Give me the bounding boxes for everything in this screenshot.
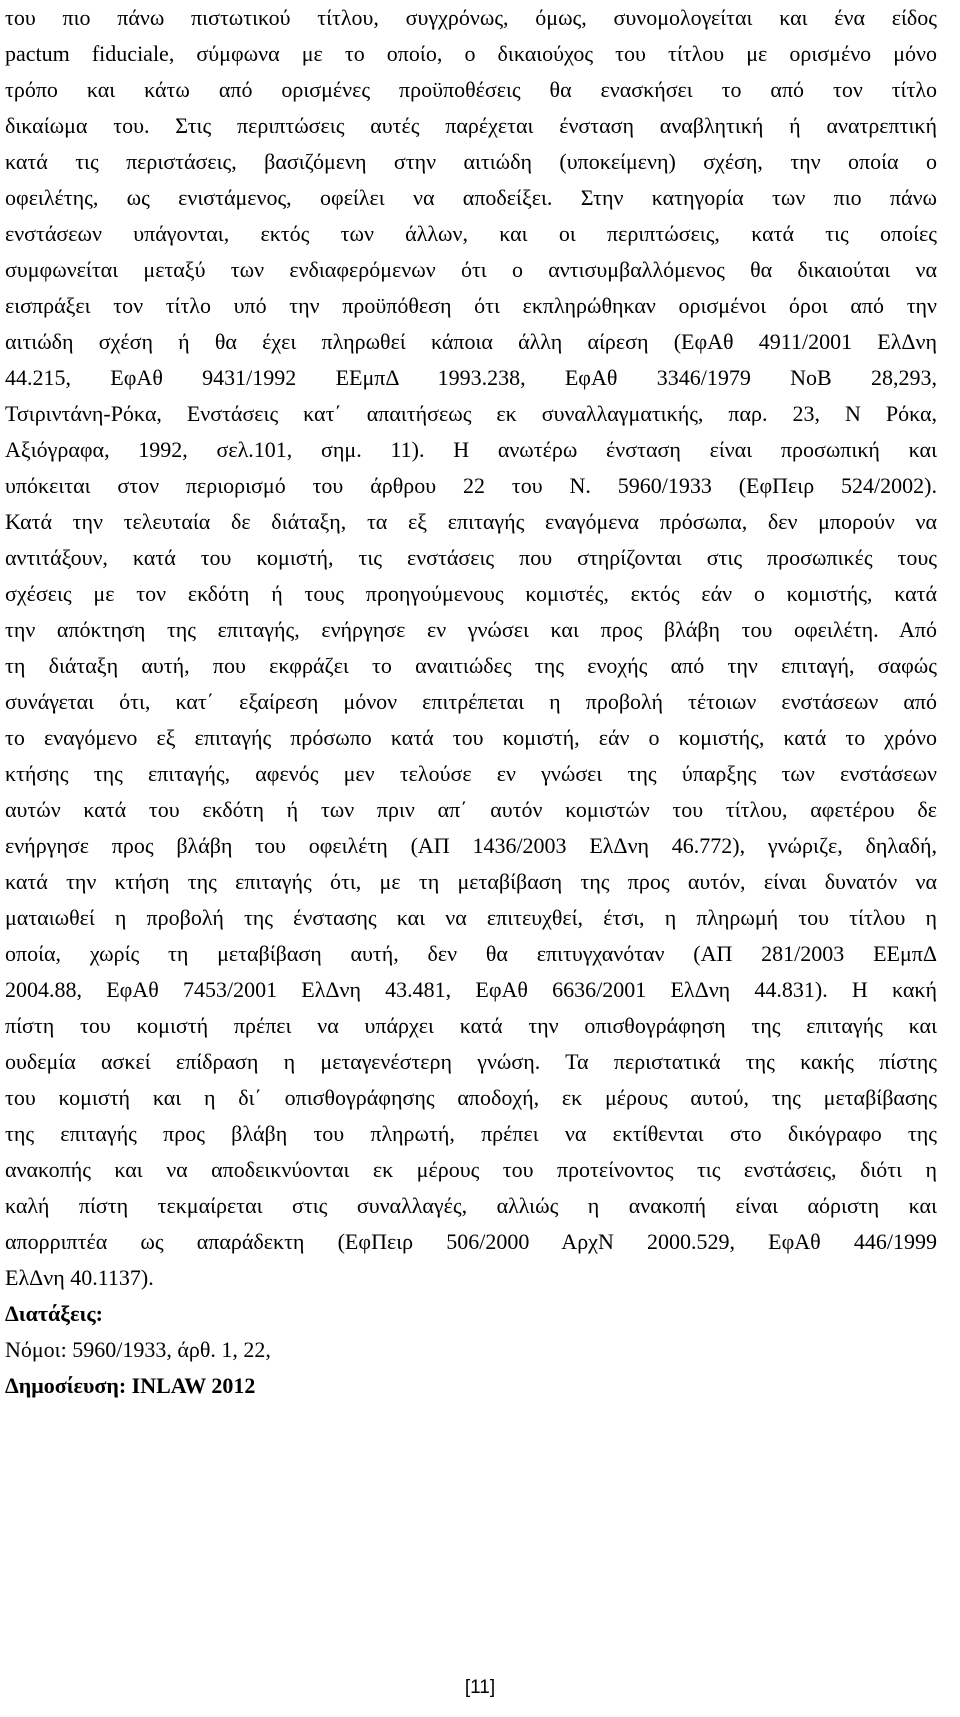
text-line: ουδεμία ασκεί επίδραση η μεταγενέστερη γνώση. Τα περιστατικά της κακής πίστης [5,1049,937,1074]
text-line: 44.215, ΕφΑθ 9431/1992 ΕΕμπΔ 1993.238, ΕφΑθ 3346/1979 ΝοΒ 28,293, [5,365,937,390]
text-line: του πιο πάνω πιστωτικού τίτλου, συγχρόνως, όμως, συνομολογείται και ένα είδος [5,5,937,30]
text-line: αιτιώδη σχέση ή θα έχει πληρωθεί κάποια άλλη αίρεση (ΕφΑθ 4911/2001 ΕλΔνη [5,329,937,354]
text-line: της επιταγής προς βλάβη του πληρωτή, πρέπει να εκτίθενται στο δικόγραφο της [5,1121,937,1146]
text-line: 2004.88, ΕφΑθ 7453/2001 ΕλΔνη 43.481, ΕφΑθ 6636/2001 ΕλΔνη 44.831). Η κακή [5,977,937,1002]
text-line: απορριπτέα ως απαράδεκτη (ΕφΠειρ 506/2000 ΑρχΝ 2000.529, ΕφΑθ 446/1999 [5,1229,937,1254]
text-line: κτήσης της επιταγής, αφενός μεν τελούσε εν γνώσει της ύπαρξης των ενστάσεων [5,761,937,786]
text-line: ενήργησε προς βλάβη του οφειλέτη (ΑΠ 1436/2003 ΕλΔνη 46.772), γνώριζε, δηλαδή, [5,833,937,858]
provisions-heading: Διατάξεις: [5,1301,103,1326]
text-line: ΕλΔνη 40.1137). [5,1265,154,1290]
provisions-text: Νόμοι: 5960/1933, άρθ. 1, 22, [5,1337,271,1362]
paragraph-1 [5,0,937,504]
text-line: αυτών κατά του εκδότη ή των πριν απ΄ αυτόν κομιστών του τίτλου, αφετέρου δε [5,797,937,822]
text-line: πίστη του κομιστή πρέπει να υπάρχει κατά την οπισθογράφηση της επιταγής και [5,1013,937,1038]
text-line: οφειλέτης, ως ενιστάμενος, οφείλει να αποδείξει. Στην κατηγορία των πιο πάνω [5,185,937,210]
text-line: το εναγόμενο εξ επιταγής πρόσωπο κατά του κομιστή, εάν ο κομιστής, κατά το χρόνο [5,725,937,750]
text-line: δικαίωμα του. Στις περιπτώσεις αυτές παρέχεται ένσταση αναβλητική ή ανατρεπτική [5,113,937,138]
page-number: [11] [464,1677,496,1698]
text-line: ανακοπής και να αποδεικνύονται εκ μέρους του προτείνοντος τις ενστάσεις, διότι η [5,1157,937,1182]
text-line: κατά την κτήση της επιταγής ότι, με τη μεταβίβαση της προς αυτόν, είναι δυνατόν να [5,869,937,894]
text-line: συνάγεται ότι, κατ΄ εξαίρεση μόνον επιτρέπεται η προβολή τέτοιων ενστάσεων από [5,689,937,714]
text-line: υπόκειται στον περιορισμό του άρθρου 22 του Ν. 5960/1933 (ΕφΠειρ 524/2002). [5,473,937,498]
text-line: καλή πίστη τεκμαίρεται στις συναλλαγές, αλλιώς η ανακοπή είναι αόριστη και [5,1193,937,1218]
text-line: σχέσεις με τον εκδότη ή τους προηγούμενους κομιστές, εκτός εάν ο κομιστής, κατά [5,581,937,606]
text-line: ματαιωθεί η προβολή της ένστασης και να επιτευχθεί, έτσι, η πληρωμή του τίτλου η [5,905,937,930]
text-line: τη διάταξη αυτή, που εκφράζει το αναιτιώδες της ενοχής από την επιταγή, σαφώς [5,653,937,678]
paragraph-2 [5,504,937,1296]
text-line: Κατά την τελευταία δε διάταξη, τα εξ επιταγής εναγόμενα πρόσωπα, δεν μπορούν να [5,509,937,534]
text-line: εισπράξει τον τίτλο υπό την προϋπόθεση ότι εκπληρώθηκαν ορισμένοι όροι από την [5,293,937,318]
text-line: κατά τις περιστάσεις, βασιζόμενη στην αιτιώδη (υποκείμενη) σχέση, την οποία ο [5,149,937,174]
text-line: τρόπο και κάτω από ορισμένες προϋποθέσεις θα ενασκήσει το από τον τίτλο [5,77,937,102]
text-line: του κομιστή και η δι΄ οπισθογράφησης αποδοχή, εκ μέρους αυτού, της μεταβίβασης [5,1085,937,1110]
text-line: αντιτάξουν, κατά του κομιστή, τις ενστάσεις που στηρίζονται στις προσωπικές τους [5,545,937,570]
text-line: οποία, χωρίς τη μεταβίβαση αυτή, δεν θα επιτυγχανόταν (ΑΠ 281/2003 ΕΕμπΔ [5,941,937,966]
text-line: ενστάσεων υπάγονται, εκτός των άλλων, και οι περιπτώσεις, κατά τις οποίες [5,221,937,246]
text-line: την απόκτηση της επιταγής, ενήργησε εν γνώσει και προς βλάβη του οφειλέτη. Από [5,617,937,642]
text-line: Αξιόγραφα, 1992, σελ.101, σημ. 11). Η ανωτέρω ένσταση είναι προσωπική και [5,437,937,462]
publication-heading: Δημοσίευση: INLAW 2012 [5,1373,256,1398]
text-line: συμφωνείται μεταξύ των ενδιαφερόμενων ότι ο αντισυμβαλλόμενος θα δικαιούται να [5,257,937,282]
text-line: pactum fiduciale, σύμφωνα με το οποίο, ο δικαιούχος του τίτλου με ορισμένο μόνο [5,41,937,66]
text-line: Τσιριντάνη-Ρόκα, Ενστάσεις κατ΄ απαιτήσεως εκ συναλλαγματικής, παρ. 23, Ν Ρόκα, [5,401,937,426]
